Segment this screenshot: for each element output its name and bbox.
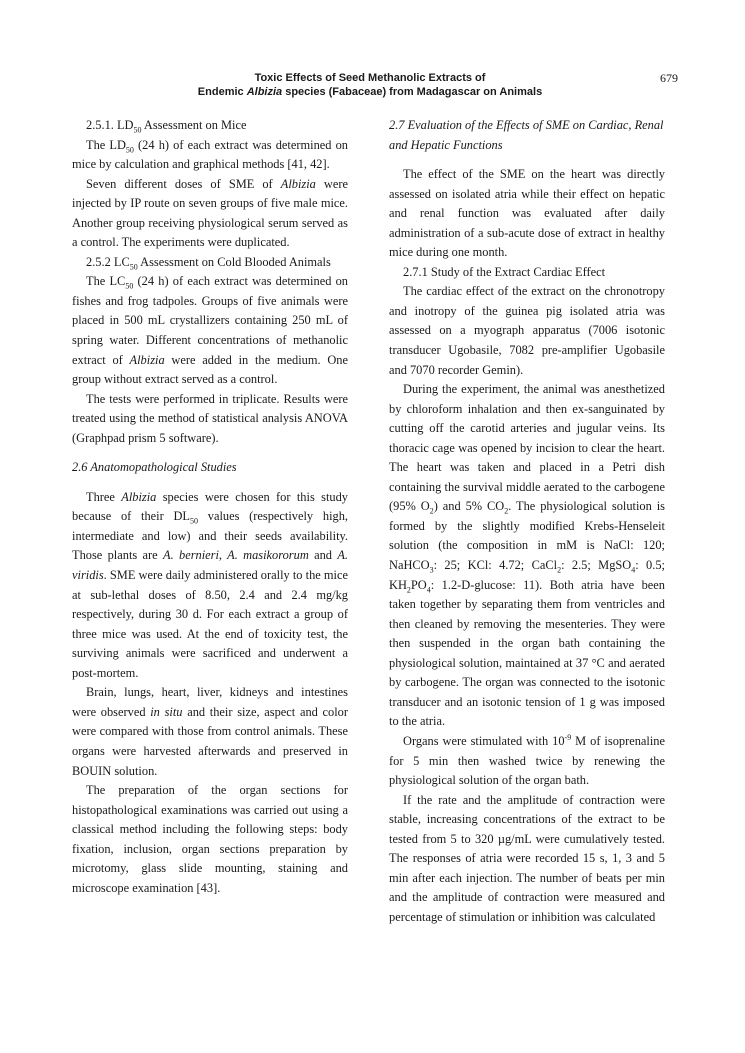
section-heading-2-6: 2.6 Anatomopathological Studies — [72, 460, 237, 475]
paragraph: Organs were stimulated with $10^{-9}$ M of isoprenaline for 5 min then washed twice by renewing the physiological solution of the organ bath. — [389, 732, 665, 788]
paragraph: Seven different doses of SME of Albizia were injected by IP route on seven groups of five male mice. Another group receiving physiological serum served as a control. The experiments were duplicated. — [72, 176, 348, 250]
paragraph: The effect of the SME on the heart was directly assessed on isolated atria while their effect on hepatic and renal function was evaluated after daily administration of a sub-acute dose of extract in healthy mice during one month. — [389, 167, 665, 260]
page-number: 679 — [660, 71, 678, 85]
paragraph: If the rate and the amplitude of contraction were stable, increasing concentrations of the extract to be tested from 5 to 320 µg/mL were cumulatively tested. The responses of atria were recorded 15 s, 1, 3 and 5 min after each injection. The number of beats per min and the amplitude of contraction were measured and percentage of stimulation or inhibition was calculated — [389, 792, 665, 924]
paragraph: The preparation of the organ sections for histopathological examinations was carried out using a classical method including the following steps: body fixation, inclusion, organ sections preparation by microtomy, glass slide mounting, staining and microscope examination [43]. — [72, 783, 348, 895]
header-title-line1: Toxic Effects of Seed Methanolic Extracts of — [254, 72, 486, 84]
section-heading-2-5-1: 2.5.1. $LD_{50}$ Assessment on Mice — [86, 118, 247, 135]
header-title-line2: Endemic Albizia species (Fabaceae) from Madagascar on Animals — [197, 86, 543, 98]
paragraph: The tests were performed in triplicate. Results were treated using the method of statistical analysis ANOVA (Graphpad prism 5 software). — [72, 391, 348, 445]
left-column — [72, 116, 348, 898]
paragraph: The cardiac effect of the extract on the chronotropy and inotropy of the guinea pig isolated atria was assessed on a myograph apparatus (7006 isotonic transducer Ugobasile, 7082 pre-amplifier Ugobasile and 7070 recorder Gemin). — [389, 284, 665, 377]
right-column — [389, 116, 665, 927]
paragraph: The $LC_{50}$ (24 h) of each extract was determined on fishes and frog tadpoles. Groups of five animals were placed in 500 mL crystallizers containing 250 mL of spring water. Different concentrations of methanolic extract of Albizia were added in the medium. One group without extract served as a control. — [72, 274, 348, 387]
section-heading-2-7-1: 2.7.1 Study of the Extract Cardiac Effect — [403, 264, 606, 279]
section-heading-2-7: 2.7 Evaluation of the Effects of SME on Cardiac, Renal and Hepatic Functions — [389, 118, 664, 152]
paragraph: Three Albizia species were chosen for this study because of their $DL_{50}$ values (respectively high, intermediate and low) and their seeds availability. Those plants are A. bernieri, A. masikororum and A. viridis. SME were daily administered orally to the mice at sub-lethal doses of 8.50, 2.4 and 2.4 mg/kg respectively, during 30 d. For each extract a group of three mice was used. At the end of toxicity test, the surviving animals were sacrificed and underwent a post-mortem. — [72, 489, 349, 680]
section-heading-2-5-2: 2.5.2 $LC_{50}$ Assessment on Cold Blooded Animals — [86, 254, 331, 272]
paragraph: During the experiment, the animal was anesthetized by chloroform inhalation and then ex-sanguinated by cutting off the carotid arteries and jugular veins. Its thoracic cage was opened by incision to clear the heart. The heart was taken and placed in a Petri dish containing the survival middle aerated to the carbogene (95% $O_2$) and 5% $CO_2$. The physiological solution is formed by the slightly modified Krebs-Henseleit solution (the composition in mM is NaCl: 120; NaHCO$_3$: 25; KCl: 4.72; CaCl$_2$: 2.5; MgSO$_4$: 0.5; $KH_2PO_4$: 1.2-D-glucose: 11). Both atria have been taken together by separating them from ventricles and then cleaned by removing the mesenteries. They were then suspended in the organ bath containing the physiological solution, maintained at 37 °C and aerated by carbogene. The organ was connected to the isotonic transducer and an isotonic tension of 1 g was imposed to the atria. — [389, 382, 665, 729]
paragraph: Brain, lungs, heart, liver, kidneys and intestines were observed in situ and their size, aspect and color were compared with those from control animals. These organs were harvested afterwards and preserved in BOUIN solution. — [72, 685, 349, 778]
paragraph: The $LD_{50}$ (24 h) of each extract was determined on mice by calculation and graphical methods [41, 42]. — [72, 137, 348, 172]
